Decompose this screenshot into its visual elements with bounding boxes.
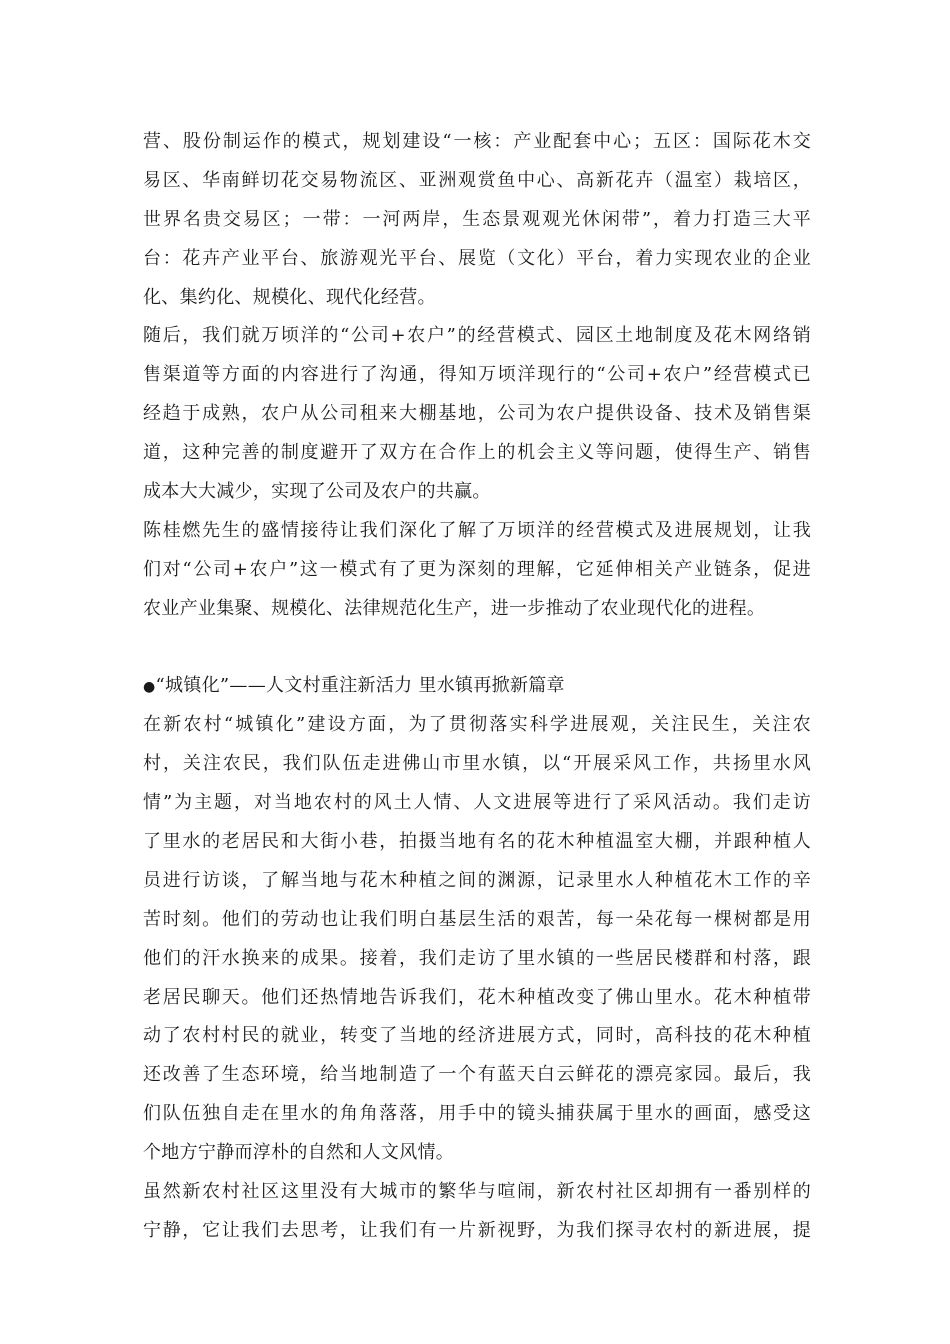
paragraph-3 bbox=[143, 512, 811, 629]
paragraph-5 bbox=[143, 1173, 811, 1251]
text-line: 农业产业集聚、规模化、法律规范化生产，进一步推动了农业现代化的进程。 bbox=[143, 597, 766, 619]
text-line: 动了农村村民的就业，转变了当地的经济进展方式，同时，高科技的花木种植 bbox=[143, 1025, 811, 1047]
text-line: 宁静，它让我们去思考，让我们有一片新视野，为我们探寻农村的新进展，提 bbox=[143, 1219, 811, 1241]
text-line: 成本大大减少，实现了公司及农户的共赢。 bbox=[143, 481, 491, 503]
text-line: 个地方宁静而淳朴的自然和人文风情。 bbox=[143, 1142, 455, 1164]
text-line: 员进行访谈，了解当地与花木种植之间的渊源，记录里水人种植花木工作的辛 bbox=[143, 869, 811, 891]
text-line: 情”为主题，对当地农村的风土人情、人文进展等进行了采风活动。我们走访 bbox=[143, 792, 811, 814]
text-line: 随后，我们就万顷洋的“公司+农户”的经营模式、园区土地制度及花木网络销 bbox=[143, 325, 811, 347]
paragraph-2 bbox=[143, 317, 811, 511]
text-line: 们队伍独自走在里水的角角落落，用手中的镜头捕获属于里水的画面，感受这 bbox=[143, 1103, 811, 1125]
text-line: 化、集约化、规模化、现代化经营。 bbox=[143, 286, 436, 308]
text-line: 易区、华南鲜切花交易物流区、亚洲观赏鱼中心、高新花卉（温室）栽培区， bbox=[143, 169, 811, 191]
text-line: 经趋于成熟，农户从公司租来大棚基地，公司为农户提供设备、技术及销售渠 bbox=[143, 403, 811, 425]
bullet-icon: ● bbox=[143, 679, 156, 696]
text-line: 他们的汗水换来的成果。接着，我们走访了里水镇的一些居民楼群和村落，跟 bbox=[143, 947, 811, 969]
text-line: 村，关注农民，我们队伍走进佛山市里水镇，以“开展采风工作，共扬里水风 bbox=[143, 753, 811, 775]
text-line: 苦时刻。他们的劳动也让我们明白基层生活的艰苦，每一朵花每一棵树都是用 bbox=[143, 908, 811, 930]
text-line: 陈桂燃先生的盛情接待让我们深化了解了万顷洋的经营模式及进展规划，让我 bbox=[143, 519, 811, 541]
paragraph-4 bbox=[143, 706, 811, 1173]
document-body bbox=[143, 123, 811, 1251]
paragraph-1 bbox=[143, 123, 811, 317]
text-line: 还改善了生态环境，给当地制造了一个有蓝天白云鲜花的漂亮家园。最后，我 bbox=[143, 1064, 811, 1086]
text-line: 世界名贵交易区；一带：一河两岸，生态景观观光休闲带”，着力打造三大平 bbox=[143, 208, 811, 230]
section-heading-text: “城镇化”——人文村重注新活力 里水镇再掀新篇章 bbox=[155, 675, 565, 697]
text-line: 台：花卉产业平台、旅游观光平台、展览（文化）平台，着力实现农业的企业 bbox=[143, 247, 811, 269]
text-line: 们对“公司+农户”这一模式有了更为深刻的理解，它延伸相关产业链条，促进 bbox=[143, 558, 811, 580]
text-line: 营、股份制运作的模式，规划建设“一核：产业配套中心；五区：国际花木交 bbox=[143, 131, 811, 152]
blank-line bbox=[143, 629, 811, 668]
text-line: 在新农村“城镇化”建设方面，为了贯彻落实科学进展观，关注民生，关注农 bbox=[143, 714, 811, 736]
text-line: 道，这种完善的制度避开了双方在合作上的机会主义等问题，使得生产、销售 bbox=[143, 442, 811, 464]
section-heading bbox=[143, 667, 811, 706]
text-line: 虽然新农村社区这里没有大城市的繁华与喧闹，新农村社区却拥有一番别样的 bbox=[143, 1181, 811, 1203]
text-line: 了里水的老居民和大街小巷，拍摄当地有名的花木种植温室大棚，并跟种植人 bbox=[143, 831, 811, 853]
text-line: 老居民聊天。他们还热情地告诉我们，花木种植改变了佛山里水。花木种植带 bbox=[143, 986, 811, 1008]
text-line: 售渠道等方面的内容进行了沟通，得知万顷洋现行的“公司+农户”经营模式已 bbox=[143, 364, 811, 386]
